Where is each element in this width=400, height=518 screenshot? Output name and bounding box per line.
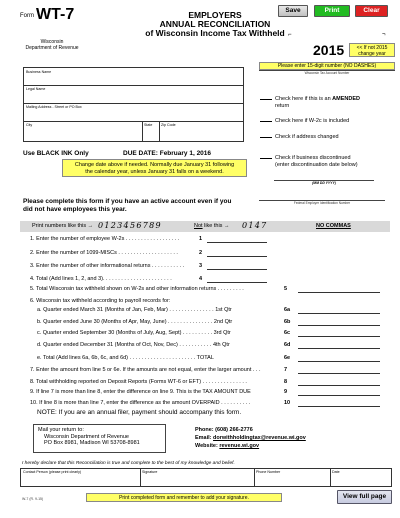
amended-return-text: return bbox=[275, 102, 290, 109]
w2c-text: Check here if W-2c is included bbox=[275, 118, 350, 124]
no-commas-label: NO COMMAS bbox=[316, 223, 351, 229]
mail-line-1: Mail your return to: bbox=[38, 427, 84, 433]
date-field[interactable]: Date bbox=[332, 470, 340, 474]
amended-bold: AMENDED bbox=[332, 96, 360, 102]
line-item-label: b. Quarter ended June 30 (Months of Apr, May, June) . . . . . . . . . . . . . . . 2nd Qtr bbox=[37, 319, 233, 325]
fein-label: Federal Employer Identification Number bbox=[293, 201, 351, 205]
line-number: 4 bbox=[199, 276, 203, 282]
dept-line-1: Wisconsin bbox=[40, 39, 64, 45]
website-label: Website: bbox=[195, 443, 220, 449]
line-number: 10 bbox=[284, 400, 291, 406]
line-entry-field[interactable] bbox=[207, 269, 267, 270]
business-id-box bbox=[23, 67, 244, 142]
year-change-note: << If not 2015 change year bbox=[349, 43, 395, 57]
line-item-label: 1. Enter the number of employee W-2s . . . . . . . . . . . . . . . . . . bbox=[30, 236, 180, 242]
contact-website bbox=[195, 442, 306, 450]
dept-line-2: Department of Revenue bbox=[25, 45, 79, 51]
tax-account-label: Wisconsin Tax Account Number bbox=[304, 71, 350, 75]
complete-notice bbox=[23, 198, 263, 214]
line-item-label: e. Total (Add lines 6a, 6b, 6c, and 6d) . . . . . . . . . . . . . . . . . . . . . . TOTAL bbox=[37, 355, 214, 361]
signature-box bbox=[20, 468, 392, 487]
line-item-label: 2. Enter the number of 1099-MISCs . . . . . . . . . . . . . . . . . . . . bbox=[30, 250, 178, 256]
line-number: 6e bbox=[284, 355, 291, 361]
line-entry-field[interactable] bbox=[207, 282, 267, 283]
mailing-address-label: Mailing Address - Street or PO Box bbox=[26, 105, 82, 109]
line-entry-field[interactable] bbox=[207, 242, 267, 243]
annual-filer-note: NOTE: If you are an annual filer, payment should accompany this form. bbox=[37, 409, 242, 416]
line-entry-field[interactable] bbox=[298, 361, 380, 362]
due-date bbox=[123, 150, 211, 157]
email-label: Email: bbox=[195, 435, 214, 441]
due-date-label: DUE DATE: bbox=[123, 150, 160, 157]
print-button[interactable]: Print bbox=[314, 5, 350, 17]
tax-account-note: Please enter 15-digit number (NO DASHES) bbox=[259, 62, 395, 70]
title-line-1: EMPLOYERS bbox=[188, 10, 242, 20]
w2c-check[interactable] bbox=[260, 118, 349, 125]
line-item-label: 6. Wisconsin tax withheld according to payroll records for: bbox=[30, 298, 171, 304]
line-item-label: c. Quarter ended September 30 (Months of July, Aug, Sept) . . . . . . . . . . 3rd Qtr bbox=[37, 330, 231, 336]
line-number: 7 bbox=[284, 367, 288, 373]
date-format-label: (MM DD YYYY) bbox=[312, 181, 336, 185]
title-line-3: of Wisconsin Income Tax Withheld bbox=[145, 28, 285, 38]
complete-line-2: did not have employees this year. bbox=[23, 206, 127, 213]
line-item-label: 10. If line 8 is more than line 7, enter the difference as the amount OVERPAID . . . . . . . . . . bbox=[30, 400, 251, 406]
signature-field[interactable]: Signature bbox=[142, 470, 158, 474]
line-number: 5 bbox=[284, 286, 288, 292]
view-full-page-button[interactable]: View full page bbox=[337, 490, 392, 504]
amended-check[interactable] bbox=[260, 96, 360, 109]
complete-line-1: Please complete this form if you have an active account even if you bbox=[23, 198, 232, 205]
line-item-label: 3. Enter the number of other informational returns . . . . . . . . . . . bbox=[30, 263, 185, 269]
address-text: Check if address changed bbox=[275, 134, 339, 140]
line-number: 6b bbox=[284, 319, 291, 325]
address-checkbox[interactable] bbox=[260, 137, 272, 138]
discontinued-check[interactable] bbox=[260, 155, 358, 168]
department-name bbox=[22, 39, 82, 51]
due-note-line-2: the calendar year, unless January 31 falls on a weekend. bbox=[85, 168, 224, 175]
print-like-label: Print numbers like this → bbox=[32, 223, 94, 229]
number-format-bar bbox=[20, 221, 390, 232]
not-underlined: Not bbox=[194, 223, 203, 229]
save-button[interactable]: Save bbox=[278, 5, 308, 17]
line-item-label: 7. Enter the amount from line 5 or 6e. If the amounts are not equal, enter the larger amount . . . bbox=[30, 367, 261, 373]
state-label: State bbox=[144, 123, 153, 127]
line-number: 6c bbox=[284, 330, 291, 336]
not-sample: 0147 bbox=[242, 221, 268, 230]
form-label: Form bbox=[20, 13, 34, 19]
w2c-checkbox[interactable] bbox=[260, 121, 272, 122]
line-item-label: d. Quarter ended December 31 (Months of Oct, Nov, Dec) . . . . . . . . . . . 4th Qtr bbox=[37, 342, 230, 348]
line-number: 8 bbox=[284, 379, 288, 385]
line-item-label: 5. Total Wisconsin tax withheld shown on W-2s and other information returns . . . . . . . . . bbox=[30, 286, 244, 292]
line-entry-field[interactable] bbox=[298, 385, 380, 386]
print-sample: 0123456789 bbox=[98, 221, 162, 230]
amended-checkbox[interactable] bbox=[260, 99, 272, 100]
corner-mark-right: ¬ bbox=[382, 32, 386, 38]
line-entry-field[interactable] bbox=[298, 336, 380, 337]
line-number: 6a bbox=[284, 307, 291, 313]
mail-line-2: Wisconsin Department of Revenue bbox=[44, 433, 129, 440]
declaration: I hereby declare that this Reconciliation is true and complete to the best of my knowledge and belief. bbox=[22, 461, 235, 466]
phone-number-field[interactable]: Phone Number bbox=[256, 470, 281, 474]
due-date-value[interactable]: February 1, 2016 bbox=[159, 150, 212, 157]
line-number: 3 bbox=[199, 263, 203, 269]
discontinued-subtext: (enter discontinuation date below) bbox=[275, 161, 358, 168]
contact-person-field[interactable]: Contact Person (please print clearly) bbox=[23, 470, 82, 474]
title-line-2: ANNUAL RECONCILIATION bbox=[159, 19, 271, 29]
line-item-label: 8. Total withholding reported on Deposit Reports (Forms WT-6 or EFT) . . . . . . . . . . . . . . . bbox=[30, 379, 247, 385]
line-entry-field[interactable] bbox=[298, 292, 380, 293]
line-number: 2 bbox=[199, 250, 203, 256]
line-entry-field[interactable] bbox=[298, 325, 380, 326]
not-like-label bbox=[194, 223, 229, 229]
clear-button[interactable]: Clear bbox=[355, 5, 388, 17]
line-number: 9 bbox=[284, 389, 288, 395]
line-entry-field[interactable] bbox=[207, 256, 267, 257]
contact-phone: Phone: (608) 266-2776 bbox=[195, 427, 253, 433]
city-label: City bbox=[26, 123, 33, 127]
line-entry-field[interactable] bbox=[298, 348, 380, 349]
line-entry-field[interactable] bbox=[298, 373, 380, 374]
email-link[interactable]: dorwithholdingtax@revenue.wi.gov bbox=[213, 435, 306, 441]
discontinued-checkbox[interactable] bbox=[260, 158, 272, 159]
legal-name-label: Legal Name bbox=[26, 87, 46, 91]
amended-text: Check here if this is an bbox=[275, 96, 333, 102]
contact-info bbox=[195, 426, 306, 450]
line-number: 6d bbox=[284, 342, 291, 348]
line-entry-field[interactable] bbox=[298, 395, 380, 396]
due-date-note bbox=[62, 159, 247, 177]
due-note-line-1: Change date above if needed. Normally due January 31 following bbox=[74, 161, 235, 168]
line-item-label: a. Quarter ended March 31 (Months of Jan, Feb, Mar) . . . . . . . . . . . . . . . 1st Qtr bbox=[37, 307, 232, 313]
not-like-suffix: like this → bbox=[202, 223, 230, 229]
form-title bbox=[140, 11, 290, 38]
black-ink-notice: Use BLACK INK Only bbox=[23, 150, 89, 157]
line-number: 1 bbox=[199, 236, 203, 242]
discontinued-text: Check if business discontinued bbox=[275, 155, 351, 161]
line-entry-field[interactable] bbox=[298, 406, 380, 407]
line-item-label: 4. Total (Add lines 1, 2, and 3). . . . . . . . . . . . . . . . . . . . . . . bbox=[30, 276, 172, 282]
line-entry-field[interactable] bbox=[298, 313, 380, 314]
mail-line-3: PO Box 8981, Madison WI 53708-8981 bbox=[44, 440, 140, 446]
zip-label: Zip Code bbox=[161, 123, 176, 127]
mail-address-box bbox=[33, 424, 166, 453]
line-item-label: 9. If line 7 is more than line 8, enter the difference on line 9. This is the TAX AMOUNT DUE bbox=[30, 389, 251, 395]
form-code: WT-7 bbox=[36, 6, 75, 23]
tax-year[interactable]: 2015 bbox=[313, 42, 345, 58]
print-reminder: Print completed form and remember to add your signature. bbox=[86, 493, 282, 502]
business-name-label: Business Name bbox=[26, 70, 52, 74]
corner-mark-left: ⌐ bbox=[288, 32, 292, 38]
contact-email bbox=[195, 434, 306, 442]
website-link[interactable]: revenue.wi.gov bbox=[219, 443, 260, 449]
form-revision: W-7 (R. 9-15) bbox=[22, 497, 44, 501]
address-check[interactable] bbox=[260, 134, 339, 141]
